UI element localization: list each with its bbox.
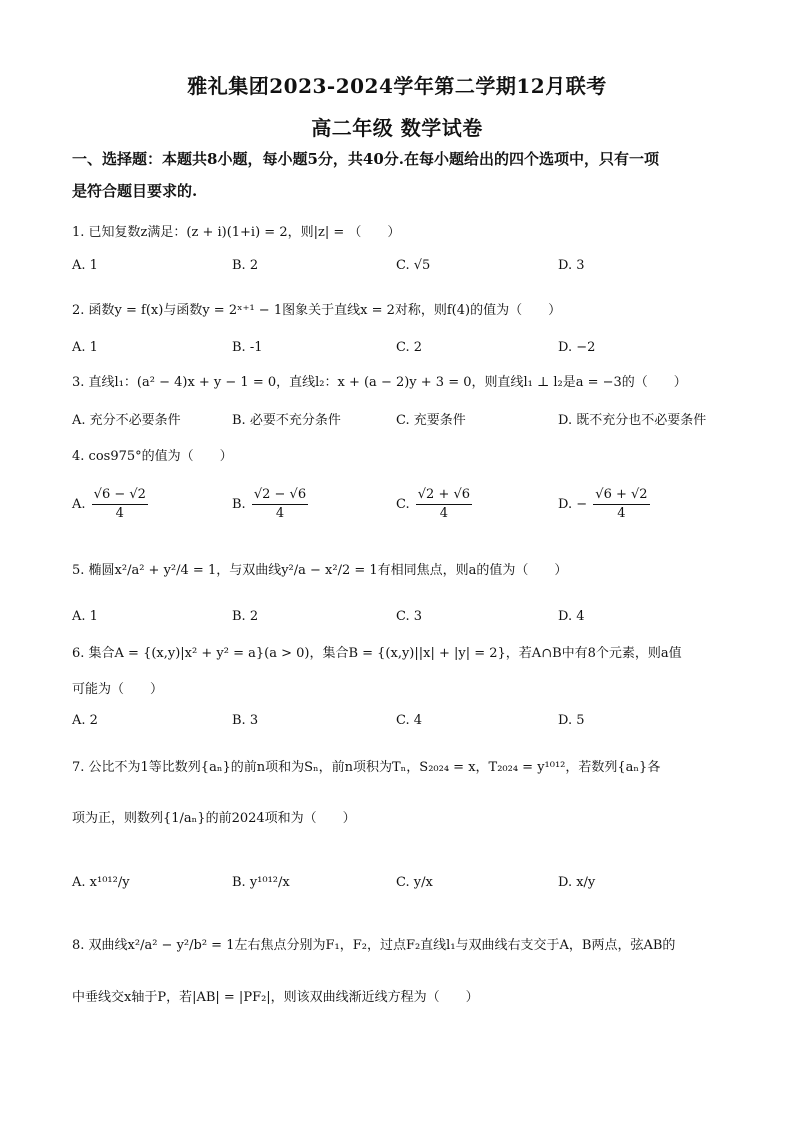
q6-option-d: D. 5 — [558, 713, 585, 728]
question-6-line2: 可能为（ ） — [72, 682, 164, 697]
q1-option-b: B. 2 — [232, 258, 259, 273]
q2-option-a: A. 1 — [72, 340, 98, 355]
q3-option-b: B. 必要不充分条件 — [232, 413, 341, 428]
q4-option-b-label: B. — [232, 497, 246, 512]
question-8-line1: 8. 双曲线x²/a² − y²/b² = 1左右焦点分别为F₁，F₂，过点F₂直线l₁与双曲线右支交于A，B两点，弦AB的 — [72, 938, 676, 953]
question-4: 4. cos975°的值为（ ） — [72, 449, 233, 464]
q4-d-denominator: 4 — [617, 506, 626, 521]
q3-option-d: D. 既不充分也不必要条件 — [558, 413, 707, 428]
q4-c-numerator: √2 + √6 — [416, 486, 472, 505]
q4-option-b — [232, 486, 310, 523]
q4-option-c — [396, 486, 474, 523]
q1-option-d: D. 3 — [558, 258, 585, 273]
q4-option-d-fraction — [593, 486, 649, 523]
q4-option-a-label: A. — [72, 497, 86, 512]
q4-option-d — [558, 486, 652, 523]
q4-option-c-label: C. — [396, 497, 410, 512]
question-3: 3. 直线l₁：(a² − 4)x + y − 1 = 0，直线l₂：x + (a − 2)y + 3 = 0，则直线l₁ ⊥ l₂是a = −3的（ ） — [72, 375, 687, 390]
q5-option-a: A. 1 — [72, 609, 98, 624]
q4-d-numerator: √6 + √2 — [593, 486, 649, 505]
q5-option-d: D. 4 — [558, 609, 585, 624]
q4-option-d-label: D. — [558, 497, 573, 512]
section-heading-line2: 是符合题目要求的. — [72, 182, 198, 200]
q4-option-a-fraction — [92, 486, 148, 523]
q6-option-b: B. 3 — [232, 713, 259, 728]
q4-option-c-fraction — [416, 486, 472, 523]
q7-option-c: C. y/x — [396, 875, 433, 890]
q1-option-a: A. 1 — [72, 258, 98, 273]
q6-option-c: C. 4 — [396, 713, 423, 728]
q2-option-b: B. -1 — [232, 340, 263, 355]
question-1: 1. 已知复数z满足：(z + i)(1+i) = 2，则|z| = （ ） — [72, 225, 401, 240]
q5-option-b: B. 2 — [232, 609, 259, 624]
question-5: 5. 椭圆x²/a² + y²/4 = 1，与双曲线y²/a − x²/2 = 1有相同焦点，则a的值为（ ） — [72, 563, 568, 578]
q7-option-b: B. y¹⁰¹²/x — [232, 875, 290, 890]
q2-option-c: C. 2 — [396, 340, 423, 355]
q7-option-d: D. x/y — [558, 875, 596, 890]
q4-option-d-sign: − — [576, 497, 588, 512]
exam-title: 雅礼集团2023-2024学年第二学期12月联考 — [187, 74, 607, 98]
q5-option-c: C. 3 — [396, 609, 423, 624]
q4-option-a — [72, 486, 150, 523]
question-6-line1: 6. 集合A = {(x,y)|x² + y² = a}(a > 0)，集合B = {(x,y)||x| + |y| = 2}，若A∩B中有8个元素，则a值 — [72, 646, 682, 661]
q4-a-denominator: 4 — [115, 506, 124, 521]
section-heading-line1: 一、选择题：本题共8小题，每小题5分，共40分.在每小题给出的四个选项中，只有一项 — [72, 150, 659, 168]
question-7-line1: 7. 公比不为1等比数列{aₙ}的前n项和为Sₙ，前n项积为Tₙ，S₂₀₂₄ = x，T₂₀₂₄ = y¹⁰¹²，若数列{aₙ}各 — [72, 760, 661, 775]
q3-option-a: A. 充分不必要条件 — [72, 413, 181, 428]
q1-option-c: C. √5 — [396, 258, 431, 273]
q6-option-a: A. 2 — [72, 713, 98, 728]
q4-b-denominator: 4 — [275, 506, 285, 521]
q7-option-a: A. x¹⁰¹²/y — [72, 875, 130, 890]
question-8-line2: 中垂线交x轴于P，若|AB| = |PF₂|，则该双曲线渐近线方程为（ ） — [72, 990, 479, 1005]
question-7-line2: 项为正，则数列{1/aₙ}的前2024项和为（ ） — [72, 811, 356, 826]
exam-subtitle: 高二年级 数学试卷 — [311, 116, 483, 140]
q4-b-numerator: √2 − √6 — [252, 486, 308, 505]
q4-option-b-fraction — [252, 486, 308, 523]
question-2: 2. 函数y = f(x)与函数y = 2ˣ⁺¹ − 1图象关于直线x = 2对称，则f(4)的值为（ ） — [72, 303, 562, 318]
q4-c-denominator: 4 — [439, 506, 449, 521]
q3-option-c: C. 充要条件 — [396, 413, 466, 428]
q4-a-numerator: √6 − √2 — [92, 486, 148, 505]
q2-option-d: D. −2 — [558, 340, 596, 355]
